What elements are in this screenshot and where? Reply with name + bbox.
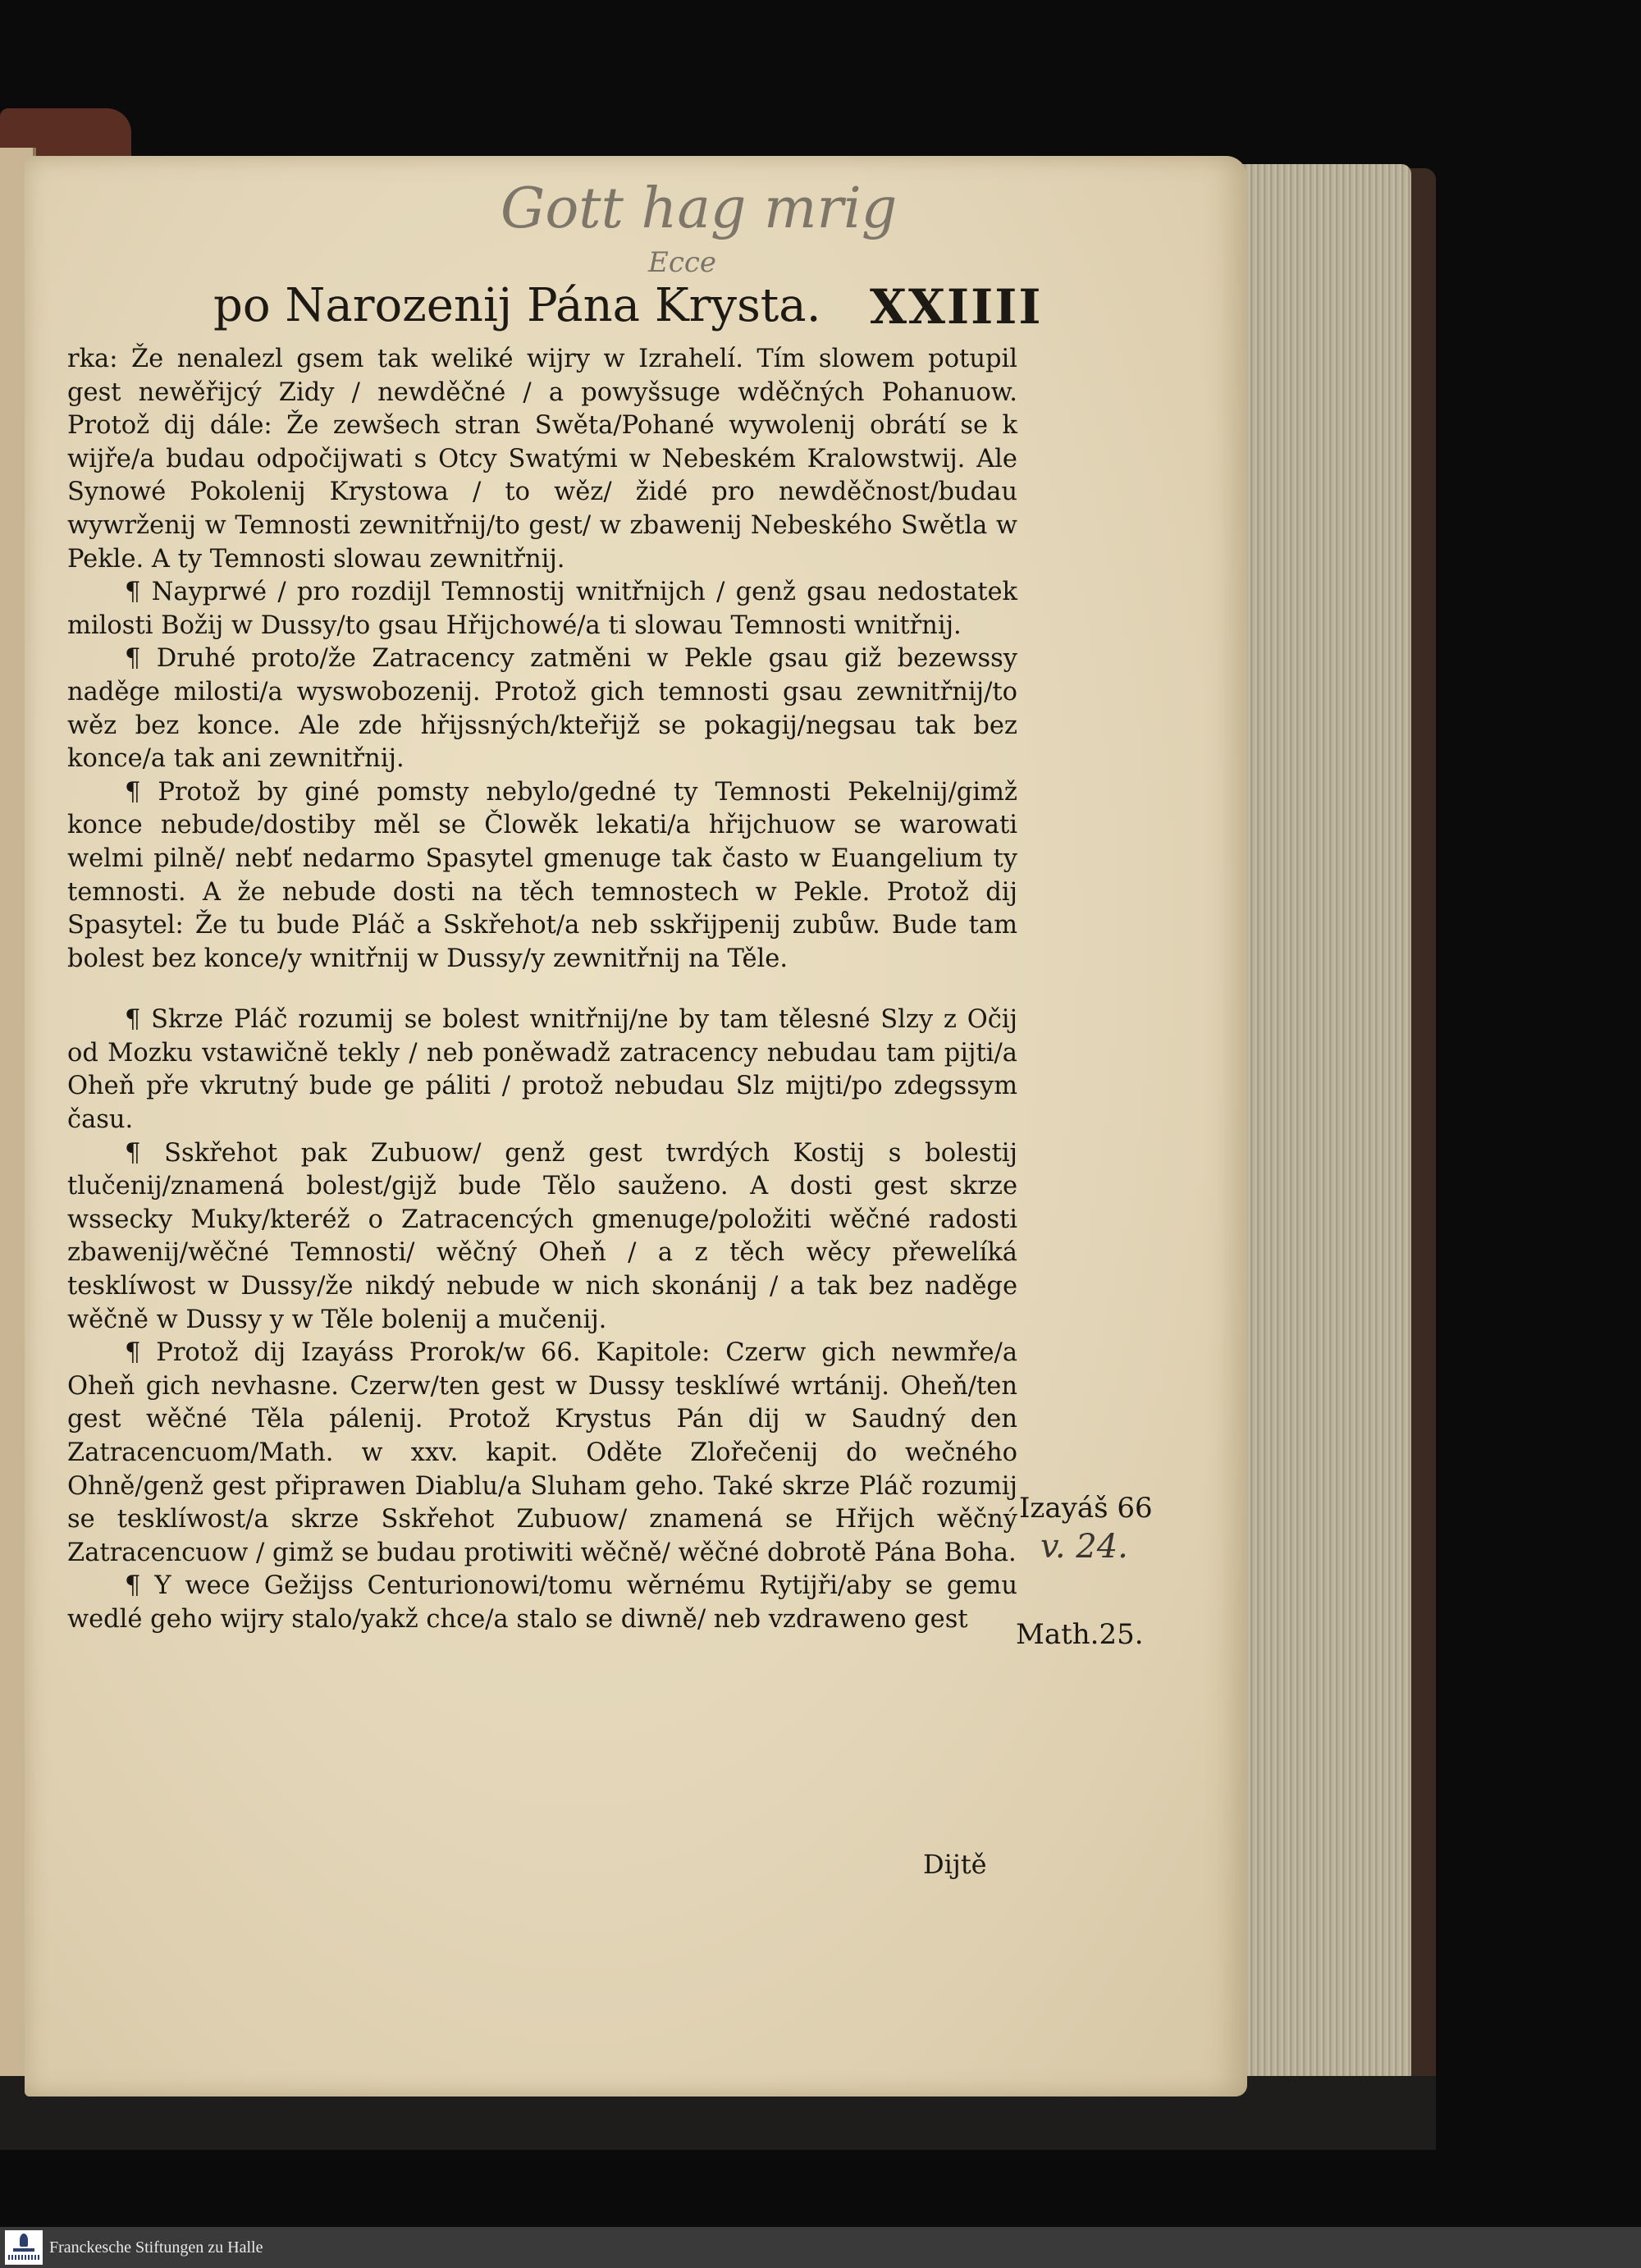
paragraph: ¶ Y wece Gežijss Centurionowi/tomu wěrnému Rytijři/aby se gemu wedlé geho wijry stalo/yakž chce/a stalo se diwně/ neb vzdraweno gest	[67, 1571, 1017, 1634]
handwritten-annotation-sub: Ecce	[648, 246, 717, 279]
logo-base	[13, 2248, 34, 2252]
paragraph: ¶ Protož dij Izayáss Prorok/w 66. Kapitole: Czerw gich newmře/a Oheň gich nevhasne. Czerw/ten gest w Dussy tesklíwé wrtánij. Oheň/ten gest wěčné Těla pálenij. Protož Krystus Pán dij w Saudný den Zatracencuom/Math. w xxv. kapit. Oděte Zlořečenij do wečného Ohně/genž gest připrawen Diablu/a Sluham geho. Také skrze Pláč rozumij se tesklíwost/a skrze Sskřehot Zubuow/ znamená se Hřijch wěčný Zatracencuow / gimž se budau protiwiti wěčně/ wěčné dobrotě Pána Boha.	[67, 1338, 1017, 1567]
institution-logo-icon[interactable]	[5, 2230, 43, 2265]
paragraph: rka: Že nenalezl gsem tak weliké wijry w Izrahelí. Tím slowem potupil gest newěřijcý Zidy / newděčné / a powyšsuge wděčných Pohanuow. Protož dij dále: Že zewšech stran Swěta/Pohané wywolenij obrátí se k wijře/a budau odpočijwati s Otcy Swatými w Nebeském Kralowstwij. Ale Synowé Pokolenij Krystowa / to wěz/ židé pro newděčnost/budau wywrženij w Temnosti zewnitřnij/to gest/ w zbawenij Nebeského Swětla w Pekle. A ty Temnosti slowau zewnitřnij.	[67, 345, 1017, 574]
paragraph: ¶ Nayprwé / pro rozdijl Temnostij wnitřnijch / genž gsau nedostatek milosti Božij w Dussy/to gsau Hřijchowé/a ti slowau Temnosti wnitřnij.	[67, 578, 1017, 640]
margin-note-matthew: Math.25.	[1016, 1618, 1144, 1651]
folio-number: XXIIII	[870, 279, 1043, 335]
catchword: Dijtě	[923, 1849, 987, 1880]
logo-mark	[20, 2234, 28, 2247]
paragraph: ¶ Protož by giné pomsty nebylo/gedné ty Temnosti Pekelnij/gimž konce nebude/dostiby měl se Člowěk lekati/a hřijchuow se warowati welmi pilně/ nebť nedarmo Spasytel gmenuge tak často w Euangelium ty temnosti. A že nebude dosti na těch temnostech w Pekle. Protož dij Spasytel: Že tu bude Pláč a Sskřehot/a neb sskřijpenij zubůw. Bude tam bolest bez konce/y wnitřnij w Dussy/y zewnitřnij na Těle.	[67, 777, 1017, 973]
paragraph: ¶ Skrze Pláč rozumij se bolest wnitřnij/ne by tam tělesné Slzy z Očij od Mozku vstawičně tekly / neb poněwadž zatracency nebudau tam pijti/a Oheň pře vkrutný bude ge páliti / protož nebudau Slz mijti/po zdegssym času.	[67, 1005, 1017, 1135]
paragraph: ¶ Druhé proto/že Zatracency zatměni w Pekle gsau giž bezewssy naděge milosti/a wyswobozenij. Protož gich temnosti gsau zewnitřnij/to wěz bez konce. Ale zde hřijssných/kteřijž se pokagij/negsau tak bez konce/a tak ani zewnitřnij.	[67, 644, 1017, 774]
main-text-block	[67, 343, 1017, 1637]
running-header: po Narozenij Pána Krysta.	[213, 279, 821, 332]
handwritten-annotation: Gott hag mrig	[501, 176, 898, 241]
logo-text-strip	[8, 2255, 39, 2260]
margin-note-isaiah: Izayáš 66	[1019, 1492, 1153, 1525]
margin-note-verse: v. 24.	[1040, 1528, 1128, 1566]
paragraph: ¶ Sskřehot pak Zubuow/ genž gest twrdých Kostij s bolestij tlučenij/znamená bolest/gijž bude Tělo sauženo. A dosti gest skrze wssecky Muky/kteréž o Zatracencých gmenuge/položiti wěčné radosti zbawenij/wěčné Temnosti/ wěčný Oheň / a z těch wěcy přewelíká tesklíwost w Dussy/že nikdý nebude w nich skonánij / a tak bez naděge wěčně w Dussy y w Těle bolenij a mučenij.	[67, 1138, 1017, 1334]
institution-name[interactable]: Franckesche Stiftungen zu Halle	[49, 2238, 263, 2257]
